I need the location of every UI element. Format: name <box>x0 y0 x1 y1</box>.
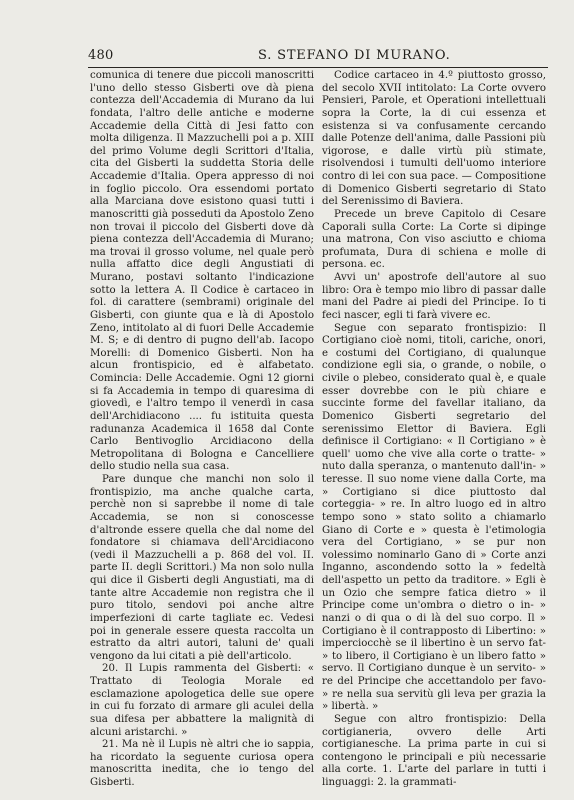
paragraph: 20. Il Lupis rammenta del Gisberti: « Trattato di Teologia Morale ed esclamazione apologetica delle sue opere in cui fu forzato di armare gli aculei della sua difesa per abbattere la malignità di alcuni aristarchi. » <box>90 663 314 738</box>
paragraph: Segue con altro frontispizio: Della cortigianeria, ovvero delle Arti cortigianesche. La prima parte in cui si contengono le principali e più necessarie alla corte. 1. L'arte del parlare in tutti i linguaggi: 2. la grammati- <box>322 713 546 788</box>
paragraph: 21. Ma nè il Lupis nè altri che io sappia, ha ricordato la seguente curiosa opera manoscritta inedita, che io tengo del Gisberti. <box>90 739 314 788</box>
paragraph: Avvi un' apostrofe dell'autore al suo libro: Ora è tempo mio libro di passar dalle mani del Padre ai piedi del Principe. Io ti feci nascer, egli ti farà vivere ec. <box>322 272 546 321</box>
paragraph: Precede un breve Capitolo di Cesare Caporali sulla Corte: La Corte si dipinge una matrona, Con viso asciutto e chioma profumata, Dura di schiena e molle di persona. ec. <box>322 208 546 271</box>
left-column <box>90 70 314 790</box>
header-rule <box>88 67 548 68</box>
right-column <box>322 70 546 790</box>
paragraph: Codice cartaceo in 4.º piuttosto grosso, del secolo XVII intitolato: La Corte ovvero Pensieri, Parole, et Operationi intellettuali sopra la Corte, la di cui essenza et esistenza si va confusamente cercando dalle Potenze dell'anima, dalle Passioni più vigorose, e dalle virtù più stimate, risolvendosi i tumulti dell'uomo interiore contro di lei con sua pace. — Compositione di Domenico Gisberti segretario di Stato del Serenissimo di Baviera. <box>322 70 546 208</box>
paragraph: Pare dunque che manchi non solo il frontispizio, ma anche qualche carta, perchè non si saprebbe il nome di tale Accademia, se non si conoscesse d'altronde essere quella che dal nome del fondatore si chiamava dell'Arcidiacono (vedi il Mazzuchelli a p. 868 del vol. II. parte II. degli Scrittori.) Ma non solo nulla qui dice il Gisberti degli Angustiati, ma di tante altre Accademie non registra che il puro titolo, sendovi poi anche altre imperfezioni di carte tagliate ec. Vedesi poi in generale essere questa raccolta un estratto da altri autori, taluni de' quali vengono da lui citati a piè dell'articolo. <box>90 474 314 662</box>
running-title: S. STEFANO DI MURANO. <box>258 48 451 63</box>
page-number: 480 <box>88 48 114 63</box>
paragraph: comunica di tenere due piccoli manoscritti l'uno dello stesso Gisberti ove dà piena contezza dell'Accademia di Murano da lui fondata, l'altro delle antiche e moderne Accademie della Città di Jesi fatto con molta diligenza. Il Mazzuchelli poi a p. XIII del primo Volume degli Scrittori d'Italia, cita del Gisberti la suddetta Storia delle Accademie d'Italia. Opera appresso di noi in foglio piccolo. Ora essendomi portato alla Marciana dove esistono quasi tutti i manoscritti già posseduti da Apostolo Zeno non trovai il piccolo del Gisberti dove dà piena contezza dell'Accademia di Murano; ma trovai il grosso volume, nel quale però nulla affatto dice degli Angustiati di Murano, postavi soltanto l'indicazione sotto la lettera A. Il Codice è cartaceo in fol. di carattere (sembrami) originale del Gisberti, con giunte qua e là di Apostolo Zeno, intitolato al di fuori Delle Accademie M. S; e di dentro di pugno dell'ab. Iacopo Morelli: di Domenico Gisberti. Non ha alcun frontispicio, ed è alfabetato. Comincia: Delle Accademie. Ogni 12 giorni si fa Accademia in tempo di quaresima di giovedì, e l'altro tempo il venerdì in casa dell'Archidiacono .... fu istituita questa radunanza Academica il 1658 dal Conte Carlo Bentivoglio Arcidiacono della Metropolitana di Bologna e Cancelliere dello studio nella sua casa. <box>90 70 314 473</box>
running-header <box>88 48 548 66</box>
paragraph: Segue con separato frontispizio: Il Cortigiano cioè nomi, titoli, cariche, onori, e costumi del Cortigiano, di qualunque condizione egli sia, o grande, o nobile, o civile o plebeo, considerato qual è, e quale esser dovrebbe con le più chiare e succinte forme del favellar italiano, da Domenico Gisberti segretario del serenissimo Elettor di Baviera. Egli definisce il Cortigiano: « Il Cortigiano » è quell' uomo che vive alla corte o tratte- » nuto dalla speranza, o mantenuto dall'in- » teresse. Il suo nome viene dalla Corte, ma » Cortigiano si dice piuttosto dal corteggia- » re. In altro luogo ed in altro tempo sono » stato solito a chiamarlo Giano di Corte e » questa è l'etimologia vera del Cortigiano, » se pur non volessimo nominarlo Gano di » Corte anzi Inganno, ascondendo sotto la » fedeltà dell'aspetto un petto da traditore. » Egli è un Ozio che sempre fatica dietro » il Principe come un'ombra o dietro o in- » nanzi o di qua o di là del suo corpo. Il » Cortigiano è il contrapposto di Libertino: » imperciocchè se il libertino è un servo fat- » to libero, il Cortigiano è un libero fatto » servo. Il Cortigiano dunque è un servito- » re del Principe che accettandolo per favo- » re nella sua servitù gli leva per grazia la » libertà. » <box>322 322 546 713</box>
